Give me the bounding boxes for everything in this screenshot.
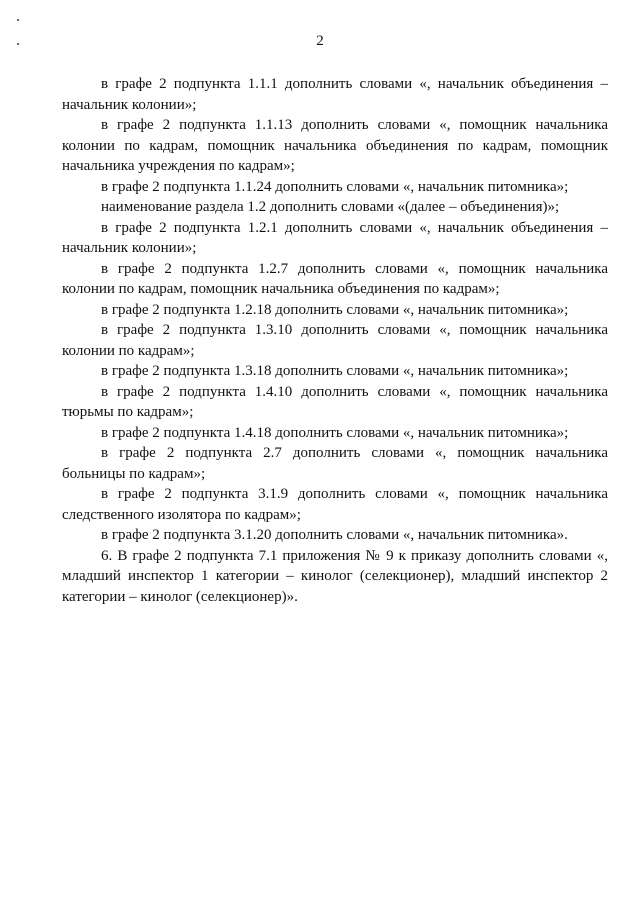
paragraph: в графе 2 подпункта 1.2.1 дополнить словами «, начальник объединения – начальник колонии»; <box>62 219 608 256</box>
scan-artifact-dot <box>17 19 19 21</box>
document-body <box>62 74 608 607</box>
paragraph: в графе 2 подпункта 1.2.7 дополнить словами «, помощник начальника колонии по кадрам, помощник начальника объединения по кадрам»; <box>62 260 608 297</box>
paragraph: в графе 2 подпункта 1.1.24 дополнить словами «, начальник питомника»; <box>101 178 569 195</box>
paragraph: в графе 2 подпункта 1.4.18 дополнить словами «, начальник питомника»; <box>101 424 569 441</box>
paragraph: в графе 2 подпункта 1.2.18 дополнить словами «, начальник питомника»; <box>101 301 569 318</box>
page-number: 2 <box>316 33 324 49</box>
paragraph: в графе 2 подпункта 1.3.18 дополнить словами «, начальник питомника»; <box>101 363 569 379</box>
paragraph: в графе 2 подпункта 1.1.1 дополнить словами «, начальник объединения – начальник колонии»; <box>62 76 608 113</box>
paragraph: в графе 2 подпункта 1.4.10 дополнить словами «, помощник начальника тюрьмы по кадрам»; <box>62 383 608 420</box>
paragraph: в графе 2 подпункта 1.1.13 дополнить словами «, помощник начальника колонии по кадрам, помощник начальника объединения по кадрам, помощник начальника учреждения по кадрам»; <box>62 117 608 174</box>
paragraph: в графе 2 подпункта 1.3.10 дополнить словами «, помощник начальника колонии по кадрам»; <box>62 322 608 359</box>
paragraph: в графе 2 подпункта 3.1.20 дополнить словами «, начальник питомника». <box>101 527 568 543</box>
paragraph: наименование раздела 1.2 дополнить словами «(далее – объединения)»; <box>101 199 560 215</box>
paragraph: в графе 2 подпункта 3.1.9 дополнить словами «, помощник начальника следственного изолятора по кадрам»; <box>62 486 608 523</box>
paragraph: в графе 2 подпункта 2.7 дополнить словами «, помощник начальника больницы по кадрам»; <box>62 445 608 482</box>
paragraph: 6. В графе 2 подпункта 7.1 приложения № 9 к приказу дополнить словами «, младший инспектор 1 категории – кинолог (селекционер), младший инспектор 2 категории – кинолог (селекционер)». <box>62 547 608 605</box>
